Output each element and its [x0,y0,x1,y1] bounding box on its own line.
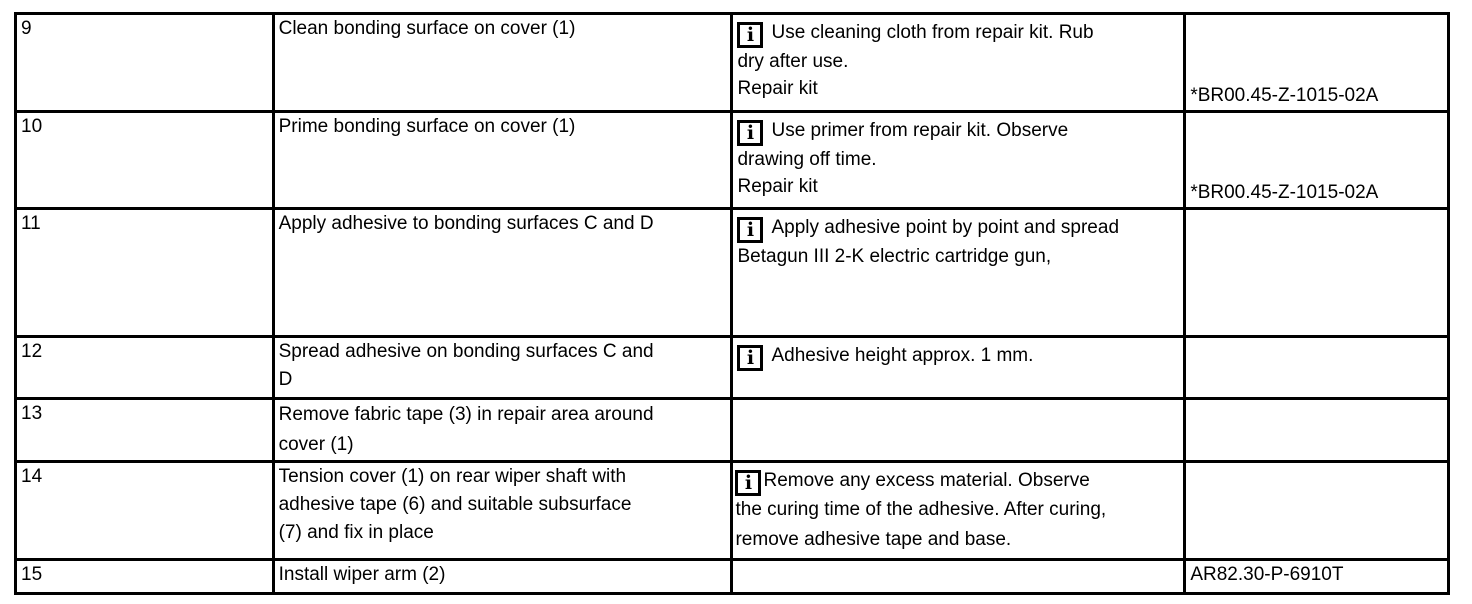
note-line: Repair kit [737,78,818,99]
note-cell [732,209,1185,337]
note-text: Remove any excess material. Observe [763,470,1090,491]
step-number: 11 [21,213,41,234]
note-cell [732,14,1185,112]
operation-cell [273,209,732,337]
note-line: Repair kit [737,176,818,197]
info-icon: i [737,217,763,243]
info-icon: i [737,120,763,146]
operation-cell [273,462,732,560]
note-cell [732,112,1185,209]
step-number: 13 [21,403,43,424]
step-number-cell [16,337,274,399]
note-line: the curing time of the adhesive. After curing, [735,499,1107,520]
reference-link[interactable]: AR82.30-P-6910T [1190,564,1344,585]
note-line: drawing off time. [737,149,877,170]
operation-cell [273,337,732,399]
step-number-cell [16,209,274,337]
note-cell [732,399,1185,462]
note-line [737,19,1183,48]
operation-text: Clean bonding surface on cover (1) [278,18,576,39]
table-row [16,399,1449,462]
table-row [16,14,1449,112]
step-number-cell [16,399,274,462]
step-number: 14 [21,466,43,487]
operation-text: D [278,369,293,390]
note-line [737,342,1183,371]
step-number-cell [16,112,274,209]
reference-link[interactable]: *BR00.45-Z-1015-02A [1190,85,1379,106]
reference-cell [1185,209,1449,337]
reference-cell [1185,337,1449,399]
operation-text: Spread adhesive on bonding surfaces C and [278,341,654,362]
note-line: remove adhesive tape and base. [735,529,1012,550]
operation-text: Prime bonding surface on cover (1) [278,116,576,137]
reference-cell [1185,462,1449,560]
table-row [16,337,1449,399]
step-number: 15 [21,564,43,585]
operation-text: Install wiper arm (2) [278,564,446,585]
note-cell [732,462,1185,560]
reference-cell [1185,560,1449,594]
note-line [737,214,1183,243]
table-row [16,209,1449,337]
operation-cell [273,112,732,209]
step-number: 12 [21,341,43,362]
table-row [16,560,1449,594]
note-cell [732,560,1185,594]
step-number-cell [16,462,274,560]
note-cell [732,337,1185,399]
operation-text: adhesive tape (6) and suitable subsurface [278,494,632,515]
note-text: Use cleaning cloth from repair kit. Rub [771,22,1094,43]
reference-link[interactable]: *BR00.45-Z-1015-02A [1190,182,1379,203]
step-number-cell [16,560,274,594]
operation-text: cover (1) [278,434,354,455]
info-icon: i [737,345,763,371]
info-icon: i [737,22,763,48]
step-number: 9 [21,18,32,39]
repair-steps-table [14,12,1450,595]
reference-cell [1185,112,1449,209]
note-line [735,467,1183,496]
note-text: Use primer from repair kit. Observe [771,120,1069,141]
operation-text: Remove fabric tape (3) in repair area around [278,404,654,425]
step-number: 10 [21,116,43,137]
note-text: Apply adhesive point by point and spread [771,217,1120,238]
reference-cell [1185,399,1449,462]
note-text: Adhesive height approx. 1 mm. [771,345,1034,366]
note-line [737,117,1183,146]
operation-cell [273,14,732,112]
operation-cell [273,560,732,594]
table-row [16,462,1449,560]
info-icon: i [735,470,761,496]
reference-cell [1185,14,1449,112]
operation-text: (7) and fix in place [278,522,434,543]
operation-text: Tension cover (1) on rear wiper shaft with [278,466,627,487]
note-line: dry after use. [737,51,849,72]
note-line: Betagun III 2-K electric cartridge gun, [737,246,1052,267]
table-row [16,112,1449,209]
operation-text: Apply adhesive to bonding surfaces C and D [278,213,654,234]
step-number-cell [16,14,274,112]
operation-cell [273,399,732,462]
